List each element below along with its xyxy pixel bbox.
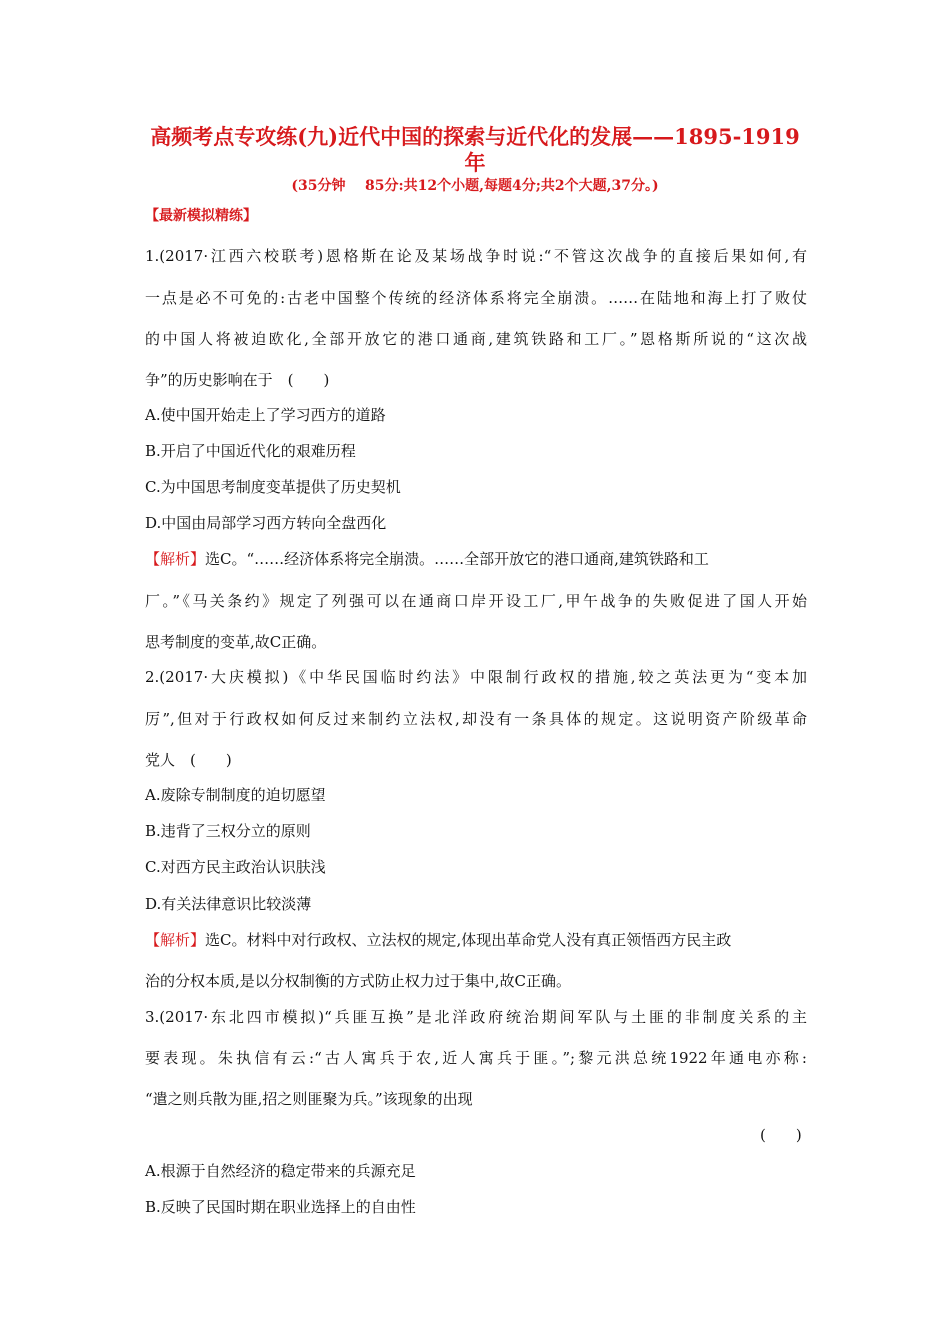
- q2-option-a: A.废除专制制度的迫切愿望: [145, 786, 326, 804]
- page-title: 高频考点专攻练(九)近代中国的探索与近代化的发展——1895-1919: [150, 124, 800, 149]
- page-title-continued: 年: [464, 150, 486, 175]
- q1-stem-line-3: 的中国人将被迫欧化,全部开放它的港口通商,建筑铁路和工厂。”恩格斯所说的“这次战: [145, 330, 807, 348]
- q3-stem-line-2: 要表现。朱执信有云:“古人寓兵于农,近人寓兵于匪。”;黎元洪总统1922年通电亦称:: [145, 1049, 807, 1067]
- q3-stem-line-1: 3.(2017·东北四市模拟)“兵匪互换”是北洋政府统治期间军队与土匪的非制度关系的主: [145, 1008, 807, 1026]
- q1-option-d: D.中国由局部学习西方转向全盘西化: [145, 514, 387, 532]
- q1-option-c: C.为中国思考制度变革提供了历史契机: [145, 478, 401, 496]
- q3-option-a: A.根源于自然经济的稳定带来的兵源充足: [145, 1162, 416, 1180]
- q1-stem-line-1: 1.(2017·江西六校联考)恩格斯在论及某场战争时说:“不管这次战争的直接后果如何,有: [145, 247, 807, 265]
- section-heading: 【最新模拟精练】: [145, 208, 257, 224]
- q2-option-b: B.违背了三权分立的原则: [145, 822, 311, 840]
- q2-option-c: C.对西方民主政治认识肤浅: [145, 858, 326, 876]
- time-score-note: (35分钟 85分:共12个小题,每题4分;共2个大题,37分。): [291, 178, 659, 194]
- q2-option-d: D.有关法律意识比较淡薄: [145, 895, 312, 913]
- q2-explanation-text: 选C。材料中对行政权、立法权的规定,体现出革命党人没有真正领悟西方民主政: [205, 931, 732, 949]
- q1-explanation-line-1: [145, 548, 709, 570]
- q1-stem-line-4: 争”的历史影响在于 ( ): [145, 371, 330, 389]
- q3-option-b: B.反映了民国时期在职业选择上的自由性: [145, 1198, 416, 1216]
- q1-stem-line-2: 一点是必不可免的:古老中国整个传统的经济体系将完全崩溃。……在陆地和海上打了败仗: [145, 289, 807, 307]
- q2-explanation-line-1: [145, 929, 731, 951]
- q1-option-b: B.开启了中国近代化的艰难历程: [145, 442, 356, 460]
- q1-explanation-text: 选C。“……经济体系将完全崩溃。……全部开放它的港口通商,建筑铁路和工: [205, 550, 709, 568]
- q2-stem-line-2: 厉”,但对于行政权如何反过来制约立法权,却没有一条具体的规定。这说明资产阶级革命: [145, 710, 807, 728]
- q3-stem-line-3: “遣之则兵散为匪,招之则匪聚为兵。”该现象的出现: [145, 1090, 473, 1108]
- answer-tag: 【解析】: [145, 931, 206, 949]
- q1-explanation-line-3: 思考制度的变革,故C正确。: [145, 633, 327, 651]
- q3-answer-blank: ( ): [760, 1126, 802, 1144]
- q1-option-a: A.使中国开始走上了学习西方的道路: [145, 406, 386, 424]
- q2-explanation-line-2: 治的分权本质,是以分权制衡的方式防止权力过于集中,故C正确。: [145, 972, 572, 990]
- answer-tag: 【解析】: [145, 550, 206, 568]
- q2-stem-line-3: 党人 ( ): [145, 751, 232, 769]
- q1-explanation-line-2: 厂。”《马关条约》规定了列强可以在通商口岸开设工厂,甲午战争的失败促进了国人开始: [145, 592, 807, 610]
- q2-stem-line-1: 2.(2017·大庆模拟)《中华民国临时约法》中限制行政权的措施,较之英法更为“变本加: [145, 668, 807, 686]
